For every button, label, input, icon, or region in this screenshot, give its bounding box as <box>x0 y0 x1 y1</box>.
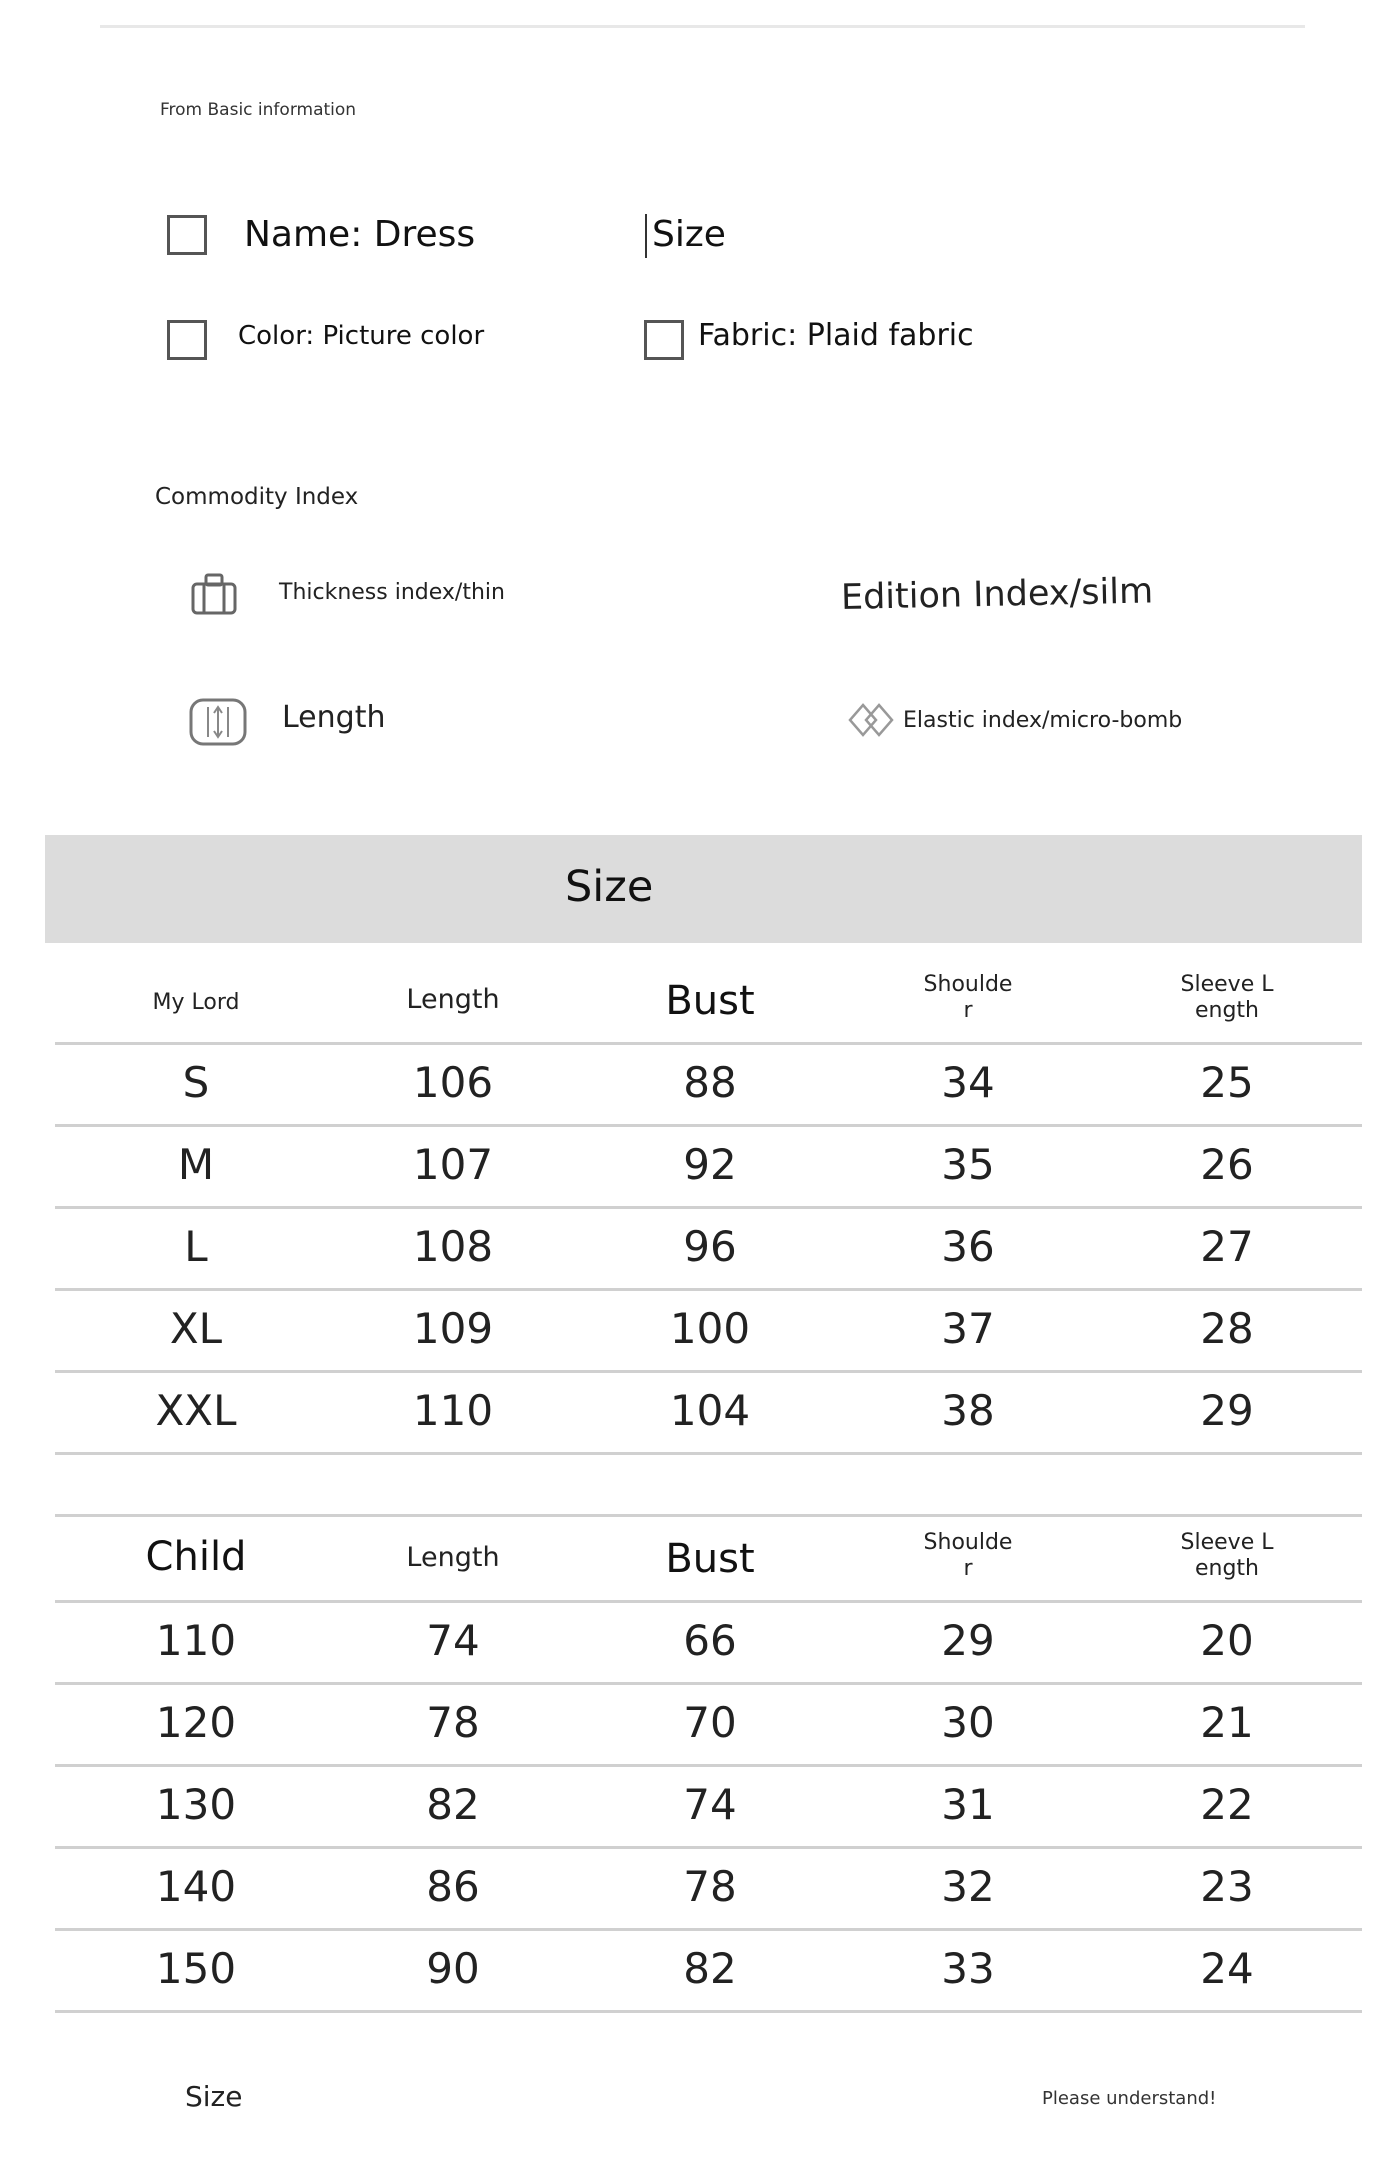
table-cell: 25 <box>1200 1058 1254 1107</box>
table-cell: 66 <box>683 1616 737 1665</box>
table-header-cell: Bust <box>665 978 755 1024</box>
table-cell: 110 <box>412 1386 494 1435</box>
table-divider <box>55 1452 1362 1455</box>
text-cursor <box>645 214 647 258</box>
size-banner <box>45 835 1362 943</box>
table-row <box>55 1602 1362 1684</box>
table-row <box>55 1208 1362 1290</box>
table-header-cell: Bust <box>665 1536 755 1582</box>
name-label: Name: Dress <box>244 214 476 255</box>
table-cell: 38 <box>941 1386 995 1435</box>
table-cell: 86 <box>426 1862 480 1911</box>
table-cell: 29 <box>1200 1386 1254 1435</box>
table-cell: 32 <box>941 1862 995 1911</box>
table-header-cell: Sleeve L ength <box>1180 1530 1274 1581</box>
fabric-checkbox[interactable] <box>644 320 684 360</box>
table-cell: 82 <box>683 1944 737 1993</box>
commodity-index-title: Commodity Index <box>155 484 359 510</box>
table-row <box>55 1930 1362 2012</box>
table-cell: 23 <box>1200 1862 1254 1911</box>
table-cell: 31 <box>941 1780 995 1829</box>
table-cell: 104 <box>669 1386 751 1435</box>
table-divider <box>55 1514 1362 1517</box>
thickness-index-label: Thickness index/thin <box>279 580 505 605</box>
table-header-cell: Sleeve L ength <box>1180 972 1274 1023</box>
length-index-label: Length <box>282 700 386 735</box>
bag-icon <box>190 572 238 616</box>
table-header-row <box>55 1518 1362 1598</box>
table-cell: M <box>177 1140 215 1189</box>
table-cell: 74 <box>683 1780 737 1829</box>
table-cell: 110 <box>155 1616 237 1665</box>
table-cell: 109 <box>412 1304 494 1353</box>
table-header-cell: My Lord <box>152 990 240 1015</box>
table-cell: 28 <box>1200 1304 1254 1353</box>
table-cell: 96 <box>683 1222 737 1271</box>
table-cell: 140 <box>155 1862 237 1911</box>
diamond-icon <box>848 702 894 738</box>
table-cell: 36 <box>941 1222 995 1271</box>
table-cell: 37 <box>941 1304 995 1353</box>
table-cell: 130 <box>155 1780 237 1829</box>
size-banner-title: Size <box>565 862 654 912</box>
table-cell: XXL <box>155 1386 237 1435</box>
table-header-row <box>55 960 1362 1040</box>
table-cell: 74 <box>426 1616 480 1665</box>
table-cell: 120 <box>155 1698 237 1747</box>
color-checkbox[interactable] <box>167 320 207 360</box>
table-cell: 34 <box>941 1058 995 1107</box>
table-cell: 24 <box>1200 1944 1254 1993</box>
table-cell: S <box>182 1058 210 1107</box>
table-header-cell: Length <box>406 984 500 1015</box>
footer-note: Please understand! <box>1042 2088 1217 2109</box>
table-cell: 22 <box>1200 1780 1254 1829</box>
elastic-index-label: Elastic index/micro-bomb <box>903 708 1183 733</box>
table-cell: 70 <box>683 1698 737 1747</box>
footer-size-label: Size <box>185 2080 243 2113</box>
table-cell: 106 <box>412 1058 494 1107</box>
top-divider <box>100 25 1305 28</box>
table-cell: 92 <box>683 1140 737 1189</box>
table-cell: 35 <box>941 1140 995 1189</box>
table-cell: 21 <box>1200 1698 1254 1747</box>
name-checkbox[interactable] <box>167 215 207 255</box>
table-header-cell: Child <box>145 1534 247 1580</box>
table-row <box>55 1684 1362 1766</box>
table-cell: 150 <box>155 1944 237 1993</box>
table-row <box>55 1290 1362 1372</box>
fabric-label: Fabric: Plaid fabric <box>698 318 974 353</box>
table-cell: XL <box>169 1304 223 1353</box>
size-label: Size <box>652 214 726 255</box>
color-label: Color: Picture color <box>238 321 485 351</box>
table-cell: 108 <box>412 1222 494 1271</box>
table-cell: 29 <box>941 1616 995 1665</box>
table-header-cell: Length <box>406 1542 500 1573</box>
table-cell: 78 <box>683 1862 737 1911</box>
ruler-icon <box>188 697 248 747</box>
table-cell: 107 <box>412 1140 494 1189</box>
table-cell: 27 <box>1200 1222 1254 1271</box>
table-cell: 82 <box>426 1780 480 1829</box>
table-row <box>55 1126 1362 1208</box>
section-label-basic: From Basic information <box>160 100 357 120</box>
table-cell: 78 <box>426 1698 480 1747</box>
edition-index-label: Edition Index/silm <box>840 571 1154 618</box>
table-header-cell: Shoulde r <box>923 1530 1013 1581</box>
table-cell: 26 <box>1200 1140 1254 1189</box>
table-row <box>55 1766 1362 1848</box>
table-cell: 33 <box>941 1944 995 1993</box>
table-cell: 88 <box>683 1058 737 1107</box>
table-cell: 20 <box>1200 1616 1254 1665</box>
table-cell: 30 <box>941 1698 995 1747</box>
table-cell: 100 <box>669 1304 751 1353</box>
table-header-cell: Shoulde r <box>923 972 1013 1023</box>
table-cell: L <box>184 1222 208 1271</box>
table-row <box>55 1044 1362 1126</box>
table-cell: 90 <box>426 1944 480 1993</box>
table-row <box>55 1848 1362 1930</box>
table-divider <box>55 2010 1362 2013</box>
table-row <box>55 1372 1362 1454</box>
